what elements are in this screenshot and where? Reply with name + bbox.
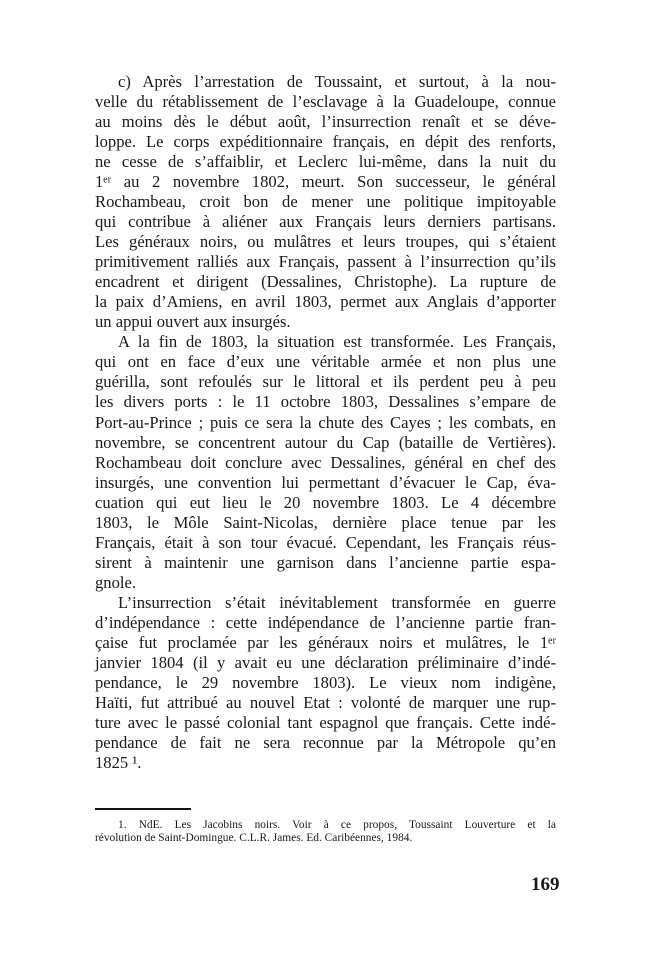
text-line: Haïti, fut attribué au nouvel Etat : volonté de marquer une rup- [95,692,556,712]
text-line: les divers ports : le 11 octobre 1803, Dessalines s’empare de [95,392,556,412]
text-line: la paix d’Amiens, en avril 1803, permet aux Anglais d’apporter [95,292,556,312]
page-number: 169 [531,874,560,895]
text-line: 1825 ¹. [95,753,142,773]
footnote-line: révolution de Saint-Domingue. C.L.R. James. Ed. Caribéennes, 1984. [95,832,413,844]
text-line: d’indépendance : cette indépendance de l’ancienne partie fran- [95,612,556,632]
text-line: janvier 1804 (il y avait eu une déclaration préliminaire d’indé- [95,652,556,672]
text-line: c) Après l’arrestation de Toussaint, et surtout, à la nou- [118,72,556,91]
text-line: pendance, le 29 novembre 1803). Le vieux nom indigène, [95,672,556,692]
text-line: çaise fut proclamée par les généraux noirs et mulâtres, le 1ᵉʳ [95,632,556,652]
text-line: sirent à maintenir une garnison dans l’ancienne partie espa- [95,552,556,572]
text-line: au moins dès le début août, l’insurrection renaît et se déve- [95,112,556,132]
text-line: encadrent et dirigent (Dessalines, Christophe). La rupture de [95,272,556,292]
text-line: 1803, le Môle Saint-Nicolas, dernière place tenue par les [95,512,556,532]
text-line: insurgés, une convention lui permettant d’évacuer le Cap, éva- [95,472,556,492]
text-line: ne cesse de s’affaiblir, et Leclerc lui-même, dans la nuit du [95,152,556,172]
text-line: loppe. Le corps expéditionnaire français, en dépit des renforts, [95,132,556,152]
text-line: gnole. [95,572,137,592]
text-line: qui contribue à aliéner aux Français leurs derniers partisans. [95,212,556,232]
text-line: qui ont en face d’eux une véritable armée et non plus une [95,352,556,372]
text-line: Français, était à son tour évacué. Cependant, les Français réus- [95,532,556,552]
text-line: velle du rétablissement de l’esclavage à la Guadeloupe, connue [95,92,556,112]
text-line: L’insurrection s’était inévitablement transformée en guerre [118,592,556,612]
text-line: A la fin de 1803, la situation est transformée. Les Français, [118,332,556,352]
text-line: guérilla, sont refoulés sur le littoral et ils perdent peu à peu [95,372,556,392]
text-line: Port-au-Prince ; puis ce sera la chute des Cayes ; les combats, en [95,412,556,432]
footnote-separator [95,808,191,810]
text-line: novembre, se concentrent autour du Cap (bataille de Vertières). [95,432,556,452]
footnote-line: 1. NdE. Les Jacobins noirs. Voir à ce propos, Toussaint Louverture et la [118,819,556,831]
text-line: primitivement ralliés aux Français, passent à l’insurrection qu’ils [95,252,556,272]
text-line: 1ᵉʳ au 2 novembre 1802, meurt. Son successeur, le général [95,172,556,192]
text-line: ture avec le passé colonial tant espagnol que français. Cette indé- [95,712,556,732]
text-line: Les généraux noirs, ou mulâtres et leurs troupes, qui s’étaient [95,232,556,252]
text-line: Rochambeau, croit bon de mener une politique impitoyable [95,192,556,212]
text-line: un appui ouvert aux insurgés. [95,312,291,332]
text-line: cuation qui eut lieu le 20 novembre 1803. Le 4 décembre [95,492,556,512]
text-line: pendance de fait ne sera reconnue par la Métropole qu’en [95,732,556,752]
text-line: Rochambeau doit conclure avec Dessalines, général en chef des [95,452,556,472]
